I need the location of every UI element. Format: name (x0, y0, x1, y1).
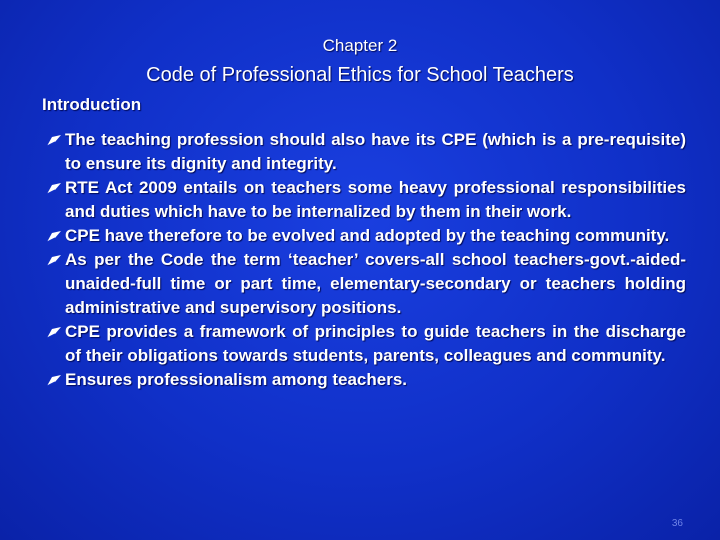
bullet-text: CPE have therefore to be evolved and adopted by the teaching community. (65, 226, 670, 245)
list-item (44, 176, 686, 224)
slide-title: Code of Professional Ethics for School Teachers (146, 64, 574, 86)
bullet-text: As per the Code the term ‘teacher’ covers-all school teachers-govt.-aided- unaided-full time or part time, elementary-secondary or teachers holding administrative and supervisory positions. (65, 250, 686, 317)
list-item (44, 320, 686, 368)
pen-nib-icon (46, 374, 62, 387)
list-item (44, 368, 686, 392)
pen-nib-icon (46, 230, 62, 243)
pen-nib-icon (46, 254, 62, 267)
list-item (44, 248, 686, 320)
pen-nib-icon (46, 326, 62, 339)
chapter-label: Chapter 2 (322, 36, 398, 55)
list-item (44, 224, 686, 248)
bullet-text: CPE provides a framework of principles to guide teachers in the discharge of their obligations towards students, parents, colleagues and community. (65, 322, 686, 365)
bullet-text: Ensures professionalism among teachers. (65, 370, 408, 389)
pen-nib-icon (46, 182, 62, 195)
pen-nib-icon (46, 134, 62, 147)
bullet-text: The teaching profession should also have its CPE (which is a pre-requisite) to ensure its dignity and integrity. (65, 130, 686, 173)
page-number: 36 (671, 518, 683, 529)
bullet-text: RTE Act 2009 entails on teachers some heavy professional responsibilities and duties which have to be internalized by them in their work. (65, 178, 686, 221)
list-item (44, 128, 686, 176)
bullet-list (44, 128, 686, 392)
section-heading: Introduction (42, 95, 142, 114)
